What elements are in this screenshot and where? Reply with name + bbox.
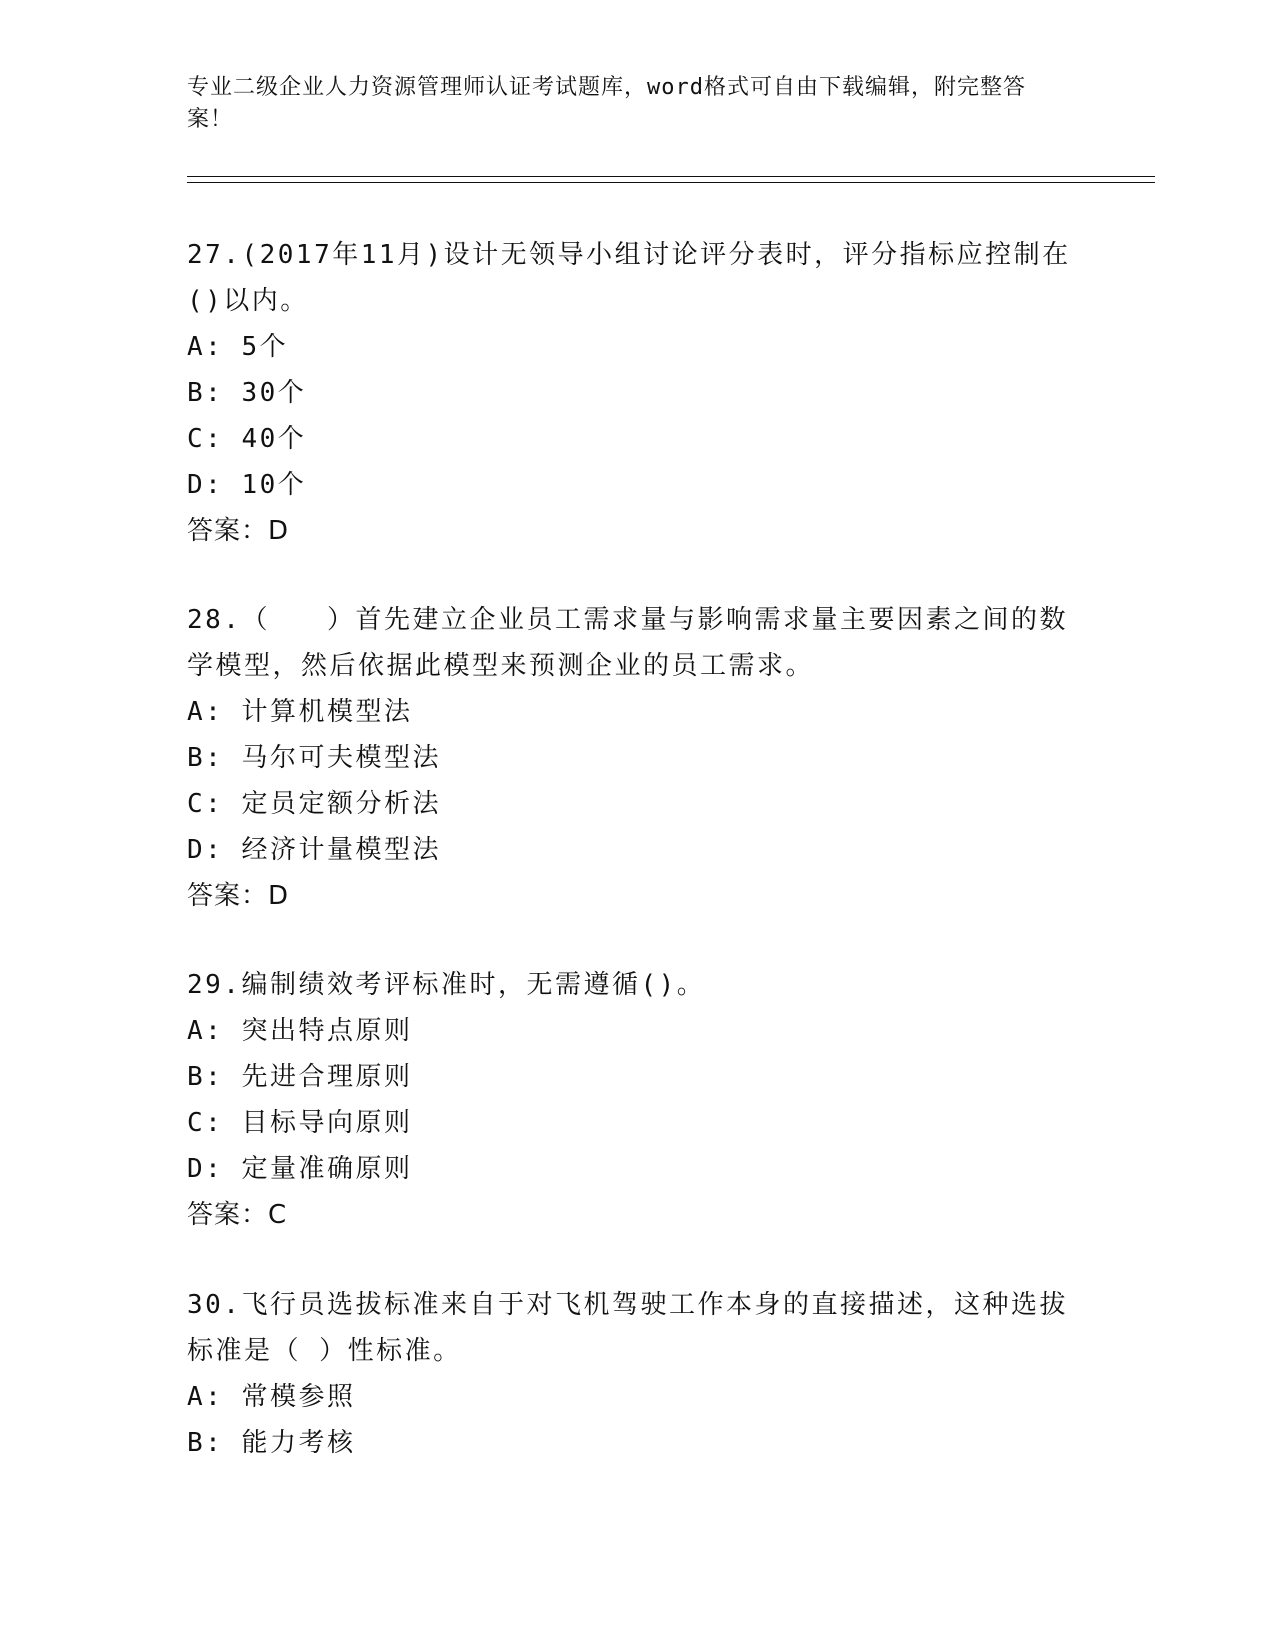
header-divider-top: [187, 176, 1155, 177]
option-d: D: 定量准确原则: [187, 1154, 413, 1184]
answer: 答案：D: [187, 516, 290, 546]
option-b: B: 30个: [187, 378, 307, 408]
answer: 答案：C: [187, 1200, 288, 1230]
question-27: [187, 232, 1087, 554]
option-b: B: 先进合理原则: [187, 1062, 413, 1092]
option-c: C: 目标导向原则: [187, 1108, 413, 1138]
option-d: D: 经济计量模型法: [187, 835, 441, 865]
option-a: A: 突出特点原则: [187, 1016, 413, 1046]
option-b: B: 马尔可夫模型法: [187, 743, 441, 773]
question-30: [187, 1282, 1087, 1466]
question-stem: 30.飞行员选拔标准来自于对飞机驾驶工作本身的直接描述，这种选拔标准是（ ）性标准。: [187, 1290, 1068, 1366]
question-stem: 29.编制绩效考评标准时，无需遵循()。: [187, 970, 706, 1000]
option-a: A: 5个: [187, 332, 289, 362]
question-stem: 27.(2017年11月)设计无领导小组讨论评分表时，评分指标应控制在()以内。: [187, 240, 1071, 316]
option-c: C: 定员定额分析法: [187, 789, 441, 819]
option-c: C: 40个: [187, 424, 307, 454]
option-a: A: 常模参照: [187, 1382, 356, 1412]
question-28: [187, 597, 1087, 919]
option-b: B: 能力考核: [187, 1428, 356, 1458]
answer: 答案：D: [187, 881, 290, 911]
option-d: D: 10个: [187, 470, 307, 500]
question-29: [187, 962, 1087, 1238]
header-divider-bottom: [187, 182, 1155, 183]
question-stem: 28.（ ）首先建立企业员工需求量与影响需求量主要因素之间的数学模型，然后依据此模型来预测企业的员工需求。: [187, 605, 1068, 681]
document-header: 专业二级企业人力资源管理师认证考试题库，word格式可自由下载编辑，附完整答案！: [187, 75, 1026, 132]
option-a: A: 计算机模型法: [187, 697, 413, 727]
